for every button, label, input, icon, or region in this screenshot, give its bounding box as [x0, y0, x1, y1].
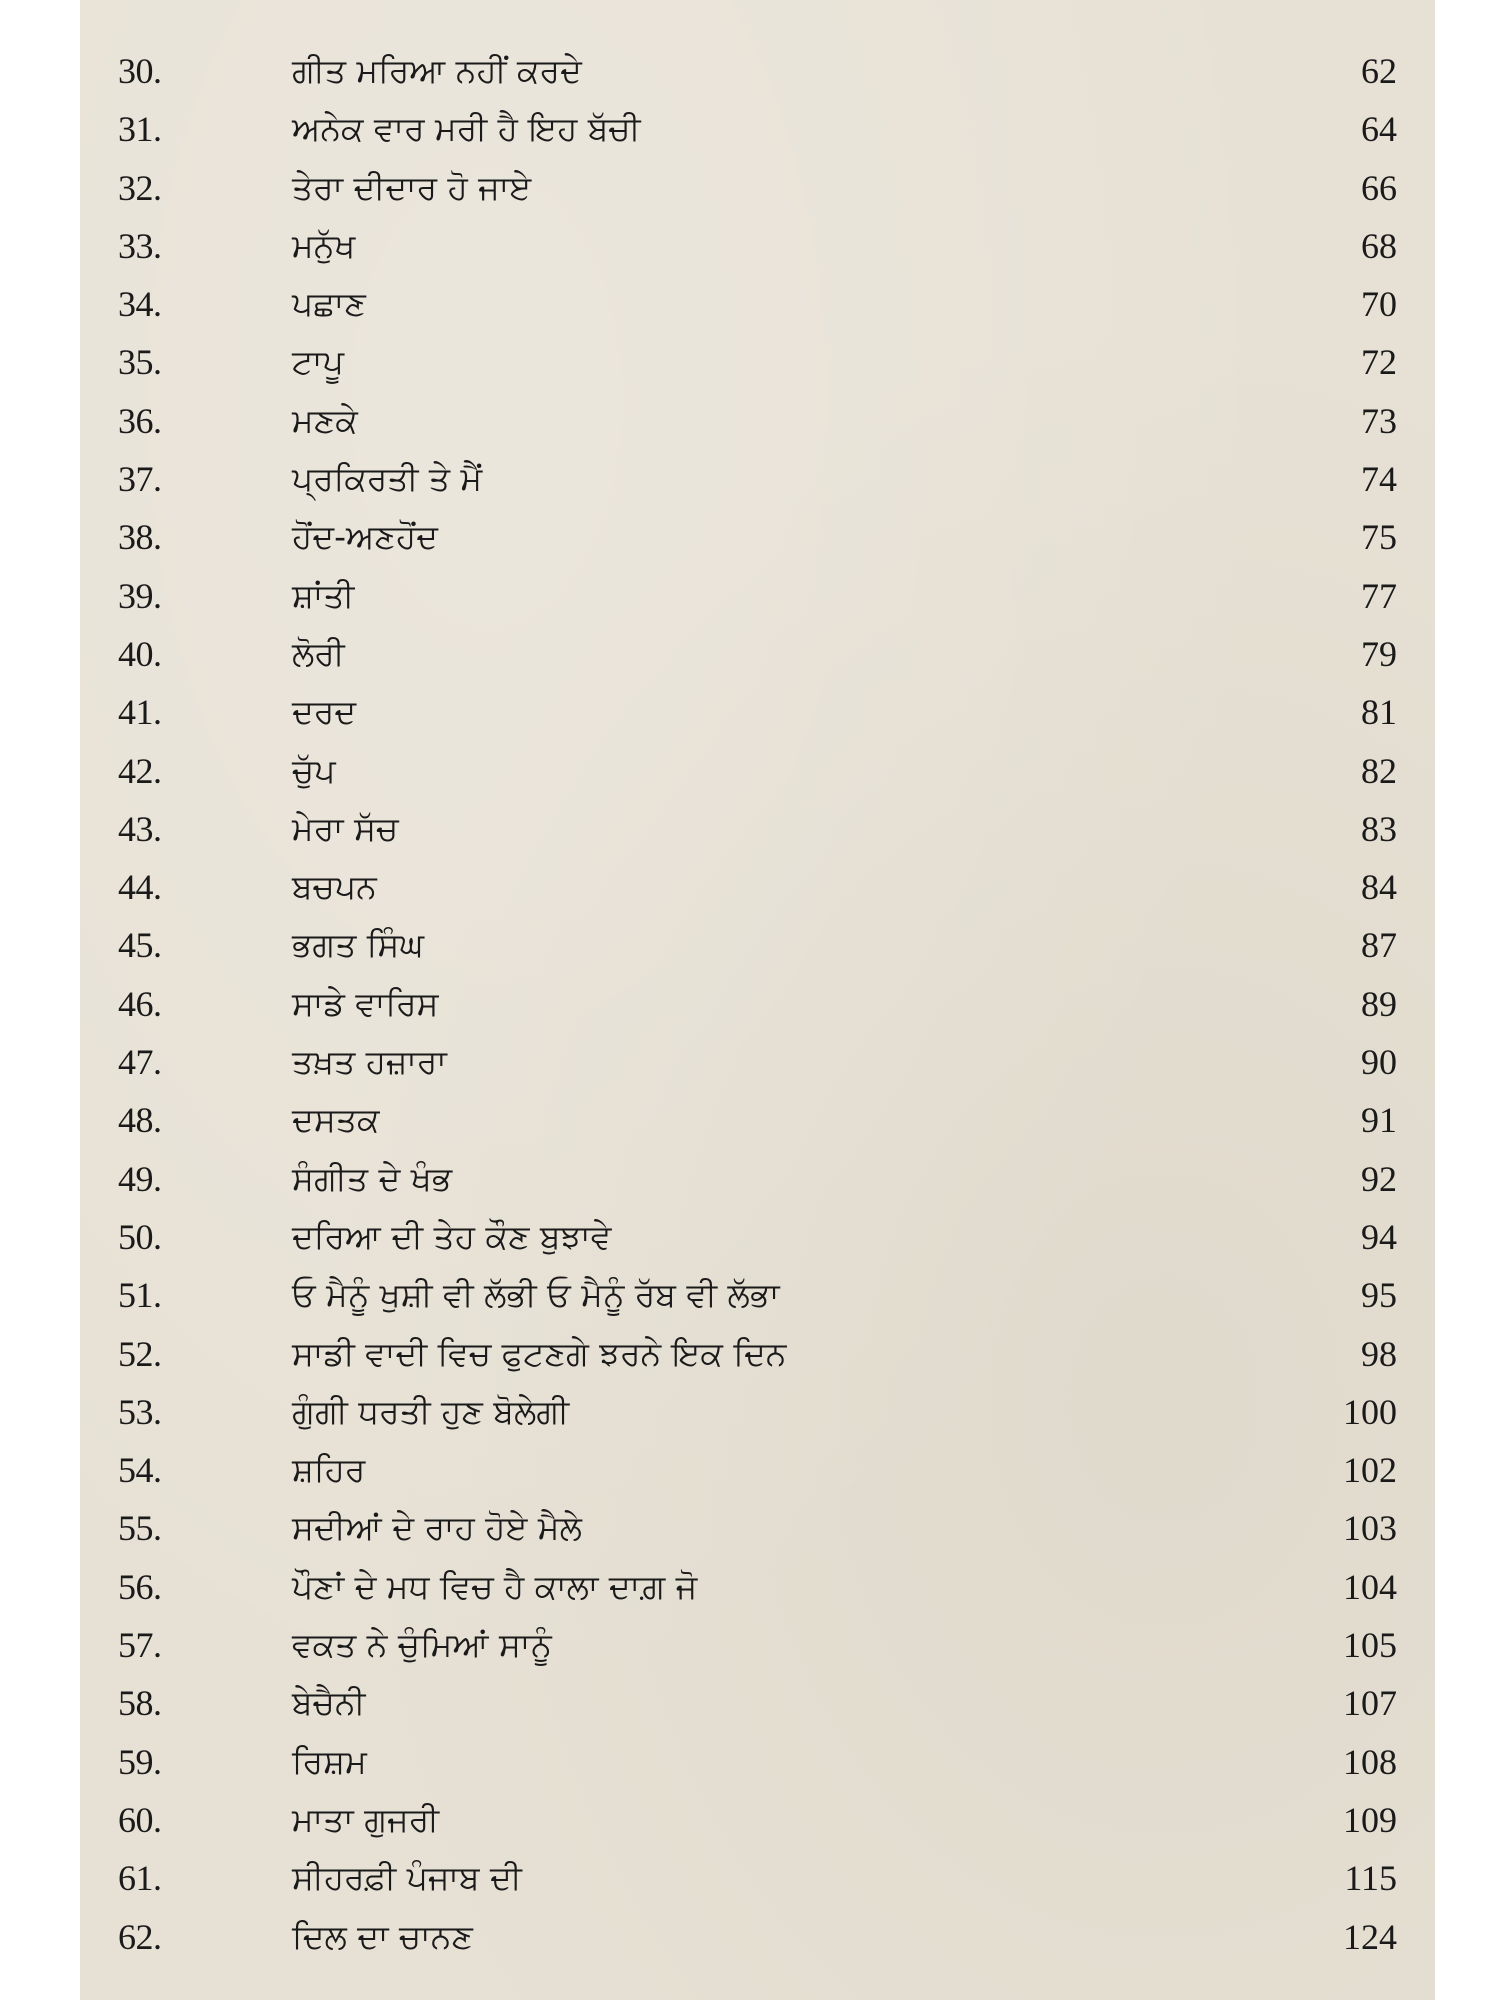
toc-entry [80, 1558, 1435, 1616]
toc-entry [80, 1674, 1435, 1732]
entry-number: 44. [118, 867, 162, 908]
entry-page-number: 115 [1344, 1858, 1397, 1899]
entry-title: ਲੋਰੀ [292, 633, 345, 673]
entry-page-number: 90 [1361, 1042, 1397, 1083]
entry-title: ਮੇਰਾ ਸੱਚ [292, 808, 399, 848]
table-of-contents [80, 42, 1435, 1966]
entry-page-number: 84 [1361, 867, 1397, 908]
entry-page-number: 107 [1343, 1683, 1397, 1724]
toc-entry [80, 1325, 1435, 1383]
entry-title: ਟਾਪੂ [292, 342, 344, 382]
entry-title: ਰਿਸ਼ਮ [292, 1741, 367, 1781]
toc-entry [80, 100, 1435, 158]
toc-entry [80, 1150, 1435, 1208]
entry-number: 59. [118, 1741, 162, 1782]
toc-entry [80, 1616, 1435, 1674]
entry-number: 30. [118, 51, 162, 91]
entry-number: 50. [118, 1216, 162, 1257]
entry-number: 58. [118, 1683, 162, 1724]
entry-title: ਗੁੰਗੀ ਧਰਤੀ ਹੁਣ ਬੋਲੇਗੀ [292, 1391, 570, 1431]
entry-page-number: 100 [1343, 1391, 1397, 1432]
entry-number: 54. [118, 1450, 162, 1491]
entry-title: ਗੀਤ ਮਰਿਆ ਨਹੀਂ ਕਰਦੇ [292, 51, 582, 90]
entry-page-number: 82 [1361, 750, 1397, 791]
entry-number: 60. [118, 1799, 162, 1840]
entry-number: 46. [118, 983, 162, 1024]
entry-title: ਪੌਣਾਂ ਦੇ ਮਧ ਵਿਚ ਹੈ ਕਾਲਾ ਦਾਗ਼ ਜੋ [292, 1566, 698, 1606]
entry-title: ਦਰਿਆ ਦੀ ਤੇਹ ਕੌਣ ਬੁਝਾਵੇ [292, 1216, 612, 1256]
toc-entry [80, 683, 1435, 741]
entry-title: ਸ਼ਹਿਰ [292, 1450, 366, 1490]
toc-entry [80, 217, 1435, 275]
entry-title: ਦਿਲ ਦਾ ਚਾਨਣ [292, 1916, 473, 1956]
entry-title: ਸਾਡੀ ਵਾਦੀ ਵਿਚ ਫੁਟਣਗੇ ਝਰਨੇ ਇਕ ਦਿਨ [292, 1333, 787, 1373]
toc-entry [80, 858, 1435, 916]
toc-entry [80, 42, 1435, 100]
entry-number: 34. [118, 284, 162, 325]
entry-page-number: 79 [1361, 633, 1397, 674]
entry-number: 38. [118, 517, 162, 558]
toc-entry [80, 450, 1435, 508]
entry-number: 52. [118, 1333, 162, 1374]
entry-number: 61. [118, 1858, 162, 1899]
toc-entry [80, 625, 1435, 683]
toc-entry [80, 1266, 1435, 1324]
entry-page-number: 64 [1361, 109, 1397, 150]
entry-page-number: 68 [1361, 225, 1397, 266]
entry-title: ਸਦੀਆਂ ਦੇ ਰਾਹ ਹੋਏ ਮੈਲੇ [292, 1508, 582, 1548]
entry-page-number: 102 [1343, 1450, 1397, 1491]
entry-number: 43. [118, 808, 162, 849]
entry-number: 42. [118, 750, 162, 791]
toc-entry [80, 1091, 1435, 1149]
entry-number: 39. [118, 575, 162, 616]
entry-number: 56. [118, 1566, 162, 1607]
toc-entry [80, 275, 1435, 333]
entry-title: ਪ੍ਰਕਿਰਤੀ ਤੇ ਮੈਂ [292, 459, 483, 499]
entry-number: 32. [118, 167, 162, 208]
toc-entry [80, 916, 1435, 974]
entry-page-number: 124 [1343, 1916, 1397, 1957]
entry-title: ਸੰਗੀਤ ਦੇ ਖੰਭ [292, 1158, 452, 1198]
entry-title: ਚੁੱਪ [292, 750, 336, 790]
toc-entry [80, 1733, 1435, 1791]
entry-page-number: 92 [1361, 1158, 1397, 1199]
entry-number: 48. [118, 1100, 162, 1141]
entry-page-number: 105 [1343, 1625, 1397, 1666]
entry-title: ਸੀਹਰਫ਼ੀ ਪੰਜਾਬ ਦੀ [292, 1858, 522, 1898]
entry-title: ਭਗਤ ਸਿੰਘ [292, 925, 424, 965]
entry-page-number: 95 [1361, 1275, 1397, 1316]
entry-number: 41. [118, 692, 162, 733]
entry-number: 55. [118, 1508, 162, 1549]
toc-entry [80, 1499, 1435, 1557]
entry-title: ਤੇਰਾ ਦੀਦਾਰ ਹੋ ਜਾਏ [292, 167, 532, 207]
toc-entry [80, 508, 1435, 566]
entry-title: ਮਣਕੇ [292, 400, 358, 440]
entry-page-number: 98 [1361, 1333, 1397, 1374]
entry-page-number: 73 [1361, 400, 1397, 441]
entry-title: ਸ਼ਾਂਤੀ [292, 575, 355, 615]
entry-page-number: 81 [1361, 692, 1397, 733]
entry-number: 45. [118, 925, 162, 966]
entry-title: ਵਕਤ ਨੇ ਚੁੰਮਿਆਂ ਸਾਨੂੰ [292, 1625, 552, 1665]
entry-title: ਹੋਂਦ-ਅਣਹੋਂਦ [292, 517, 438, 557]
entry-number: 31. [118, 109, 162, 150]
entry-title: ਮਾਤਾ ਗੁਜਰੀ [292, 1799, 440, 1839]
entry-title: ਦਰਦ [292, 692, 357, 732]
entry-number: 51. [118, 1275, 162, 1316]
toc-entry [80, 800, 1435, 858]
entry-page-number: 108 [1343, 1741, 1397, 1782]
entry-page-number: 91 [1361, 1100, 1397, 1141]
entry-number: 57. [118, 1625, 162, 1666]
toc-entry [80, 1908, 1435, 1966]
entry-title: ਦਸਤਕ [292, 1100, 380, 1140]
entry-page-number: 104 [1343, 1566, 1397, 1607]
toc-entry [80, 1383, 1435, 1441]
document-page [80, 0, 1435, 2000]
entry-page-number: 94 [1361, 1216, 1397, 1257]
entry-number: 47. [118, 1042, 162, 1083]
entry-number: 36. [118, 400, 162, 441]
entry-page-number: 109 [1343, 1799, 1397, 1840]
entry-title: ਬੇਚੈਨੀ [292, 1683, 366, 1723]
entry-page-number: 77 [1361, 575, 1397, 616]
entry-page-number: 62 [1361, 51, 1397, 91]
entry-number: 33. [118, 225, 162, 266]
entry-title: ਸਾਡੇ ਵਾਰਿਸ [292, 983, 439, 1023]
toc-entry [80, 333, 1435, 391]
entry-page-number: 75 [1361, 517, 1397, 558]
entry-page-number: 72 [1361, 342, 1397, 383]
entry-number: 49. [118, 1158, 162, 1199]
toc-entry [80, 975, 1435, 1033]
entry-number: 40. [118, 633, 162, 674]
toc-entry [80, 392, 1435, 450]
entry-title: ਅਨੇਕ ਵਾਰ ਮਰੀ ਹੈ ਇਹ ਬੱਚੀ [292, 109, 641, 149]
toc-entry [80, 1208, 1435, 1266]
toc-entry [80, 1441, 1435, 1499]
toc-entry [80, 1033, 1435, 1091]
entry-number: 35. [118, 342, 162, 383]
entry-title: ਤਖ਼ਤ ਹਜ਼ਾਰਾ [292, 1042, 447, 1082]
toc-entry [80, 567, 1435, 625]
toc-entry [80, 159, 1435, 217]
entry-page-number: 74 [1361, 459, 1397, 500]
toc-entry [80, 742, 1435, 800]
entry-page-number: 103 [1343, 1508, 1397, 1549]
entry-page-number: 70 [1361, 284, 1397, 325]
entry-page-number: 87 [1361, 925, 1397, 966]
entry-page-number: 83 [1361, 808, 1397, 849]
entry-page-number: 89 [1361, 983, 1397, 1024]
entry-page-number: 66 [1361, 167, 1397, 208]
entry-number: 37. [118, 459, 162, 500]
entry-title: ਪਛਾਣ [292, 284, 366, 324]
entry-number: 62. [118, 1916, 162, 1957]
entry-title: ਓ ਮੈਨੂੰ ਖੁਸ਼ੀ ਵੀ ਲੱਭੀ ਓ ਮੈਨੂੰ ਰੱਬ ਵੀ ਲੱਭਾ [292, 1275, 780, 1315]
entry-number: 53. [118, 1391, 162, 1432]
toc-entry [80, 1791, 1435, 1849]
entry-title: ਮਨੁੱਖ [292, 225, 356, 265]
toc-entry [80, 1849, 1435, 1907]
entry-title: ਬਚਪਨ [292, 867, 377, 907]
